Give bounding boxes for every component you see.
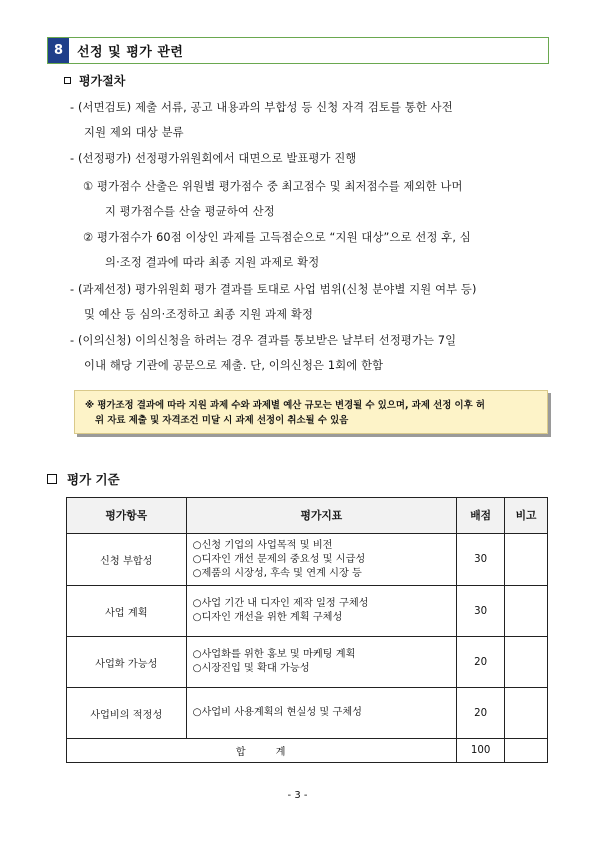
procedure-line: ② 평가점수가 60점 이상인 과제를 고득점순으로 “지원 대상”으로 선정 후, 심 <box>83 231 471 244</box>
square-bullet-icon <box>64 77 71 84</box>
criteria-score: 20 <box>457 688 505 739</box>
procedure-line: 지 평가점수를 산술 평균하여 산정 <box>105 205 275 218</box>
table-row <box>67 688 548 739</box>
section-title: 선정 및 평가 관련 <box>77 45 184 60</box>
criteria-item: 사업화 가능성 <box>67 637 187 688</box>
criteria-score: 30 <box>457 534 505 586</box>
total-label-a: 합 <box>235 747 248 758</box>
table-row <box>67 534 548 586</box>
total-label-b: 계 <box>275 747 288 758</box>
criteria-note <box>505 637 548 688</box>
section-number: 8 <box>48 38 69 63</box>
criteria-item: 신청 부합성 <box>67 534 187 586</box>
procedure-line: 및 예산 등 심의·조정하고 최종 지원 과제 확정 <box>84 308 314 321</box>
table-row <box>67 586 548 637</box>
criteria-indicators <box>186 586 457 637</box>
indicator: ○디자인 개선 문제의 중요성 및 시급성 <box>192 553 366 565</box>
procedure-line: 이내 해당 기관에 공문으로 제출. 단, 이의신청은 1회에 한함 <box>84 359 384 372</box>
criteria-heading <box>47 470 120 488</box>
column-header: 배점 <box>457 498 505 534</box>
indicator: ○사업 기간 내 디자인 제작 일정 구체성 <box>192 598 369 609</box>
procedure-heading-text: 평가절차 <box>79 74 126 88</box>
procedure-line: - (과제선정) 평가위원회 평가 결과를 토대로 사업 범위(신청 분야별 지원 여부 등) <box>70 283 477 296</box>
procedure-line: - (이의신청) 이의신청을 하려는 경우 결과를 통보받은 날부터 선정평가는 7일 <box>70 334 457 347</box>
square-bullet-icon <box>47 474 57 484</box>
indicator: ○제품의 시장성, 후속 및 연계 시장 등 <box>192 567 362 579</box>
column-header: 비고 <box>505 498 548 534</box>
table-total-row <box>67 739 548 763</box>
indicator: ○시장진입 및 확대 가능성 <box>192 663 310 674</box>
notice-line: ※ 평가조정 결과에 따라 지원 과제 수와 과제별 예산 규모는 변경될 수 있으며, 과제 선정 이후 허 <box>85 400 485 411</box>
indicator: ○신청 기업의 사업목적 및 비전 <box>192 539 333 551</box>
total-label <box>67 739 457 763</box>
column-header: 평가지표 <box>186 498 457 534</box>
total-score: 100 <box>457 739 505 763</box>
notice-box <box>74 390 548 434</box>
procedure-line: 지원 제외 대상 분류 <box>84 126 184 139</box>
criteria-score: 20 <box>457 637 505 688</box>
indicator: ○사업비 사용계획의 현실성 및 구체성 <box>192 707 363 718</box>
procedure-line: 의·조정 결과에 따라 최종 지원 과제로 확정 <box>105 256 320 269</box>
indicator: ○디자인 개선을 위한 계획 구체성 <box>192 612 343 623</box>
criteria-item: 사업 계획 <box>67 586 187 637</box>
notice-line: 위 자료 제출 및 자격조건 미달 시 과제 선정이 취소될 수 있음 <box>95 415 349 426</box>
criteria-note <box>505 688 548 739</box>
indicator: ○사업화를 위한 홍보 및 마케팅 계획 <box>192 649 356 660</box>
criteria-score: 30 <box>457 586 505 637</box>
section-header <box>47 37 549 64</box>
page-number: - 3 - <box>287 790 308 801</box>
criteria-item: 사업비의 적정성 <box>67 688 187 739</box>
criteria-table <box>66 497 548 763</box>
column-header: 평가항목 <box>67 498 187 534</box>
total-note <box>505 739 548 763</box>
table-row <box>67 637 548 688</box>
criteria-indicators <box>186 637 457 688</box>
criteria-indicators <box>186 688 457 739</box>
procedure-line: - (선정평가) 선정평가위원회에서 대면으로 발표평가 진행 <box>70 152 357 165</box>
criteria-indicators <box>186 534 457 586</box>
criteria-note <box>505 586 548 637</box>
procedure-line: ① 평가점수 산출은 위원별 평가점수 중 최고점수 및 최저점수를 제외한 나머 <box>83 180 463 193</box>
table-header-row <box>67 498 548 534</box>
criteria-note <box>505 534 548 586</box>
criteria-heading-text: 평가 기준 <box>67 472 120 487</box>
procedure-heading <box>64 72 125 89</box>
procedure-line: - (서면검토) 제출 서류, 공고 내용과의 부합성 등 신청 자격 검토를 통한 사전 <box>70 101 453 114</box>
